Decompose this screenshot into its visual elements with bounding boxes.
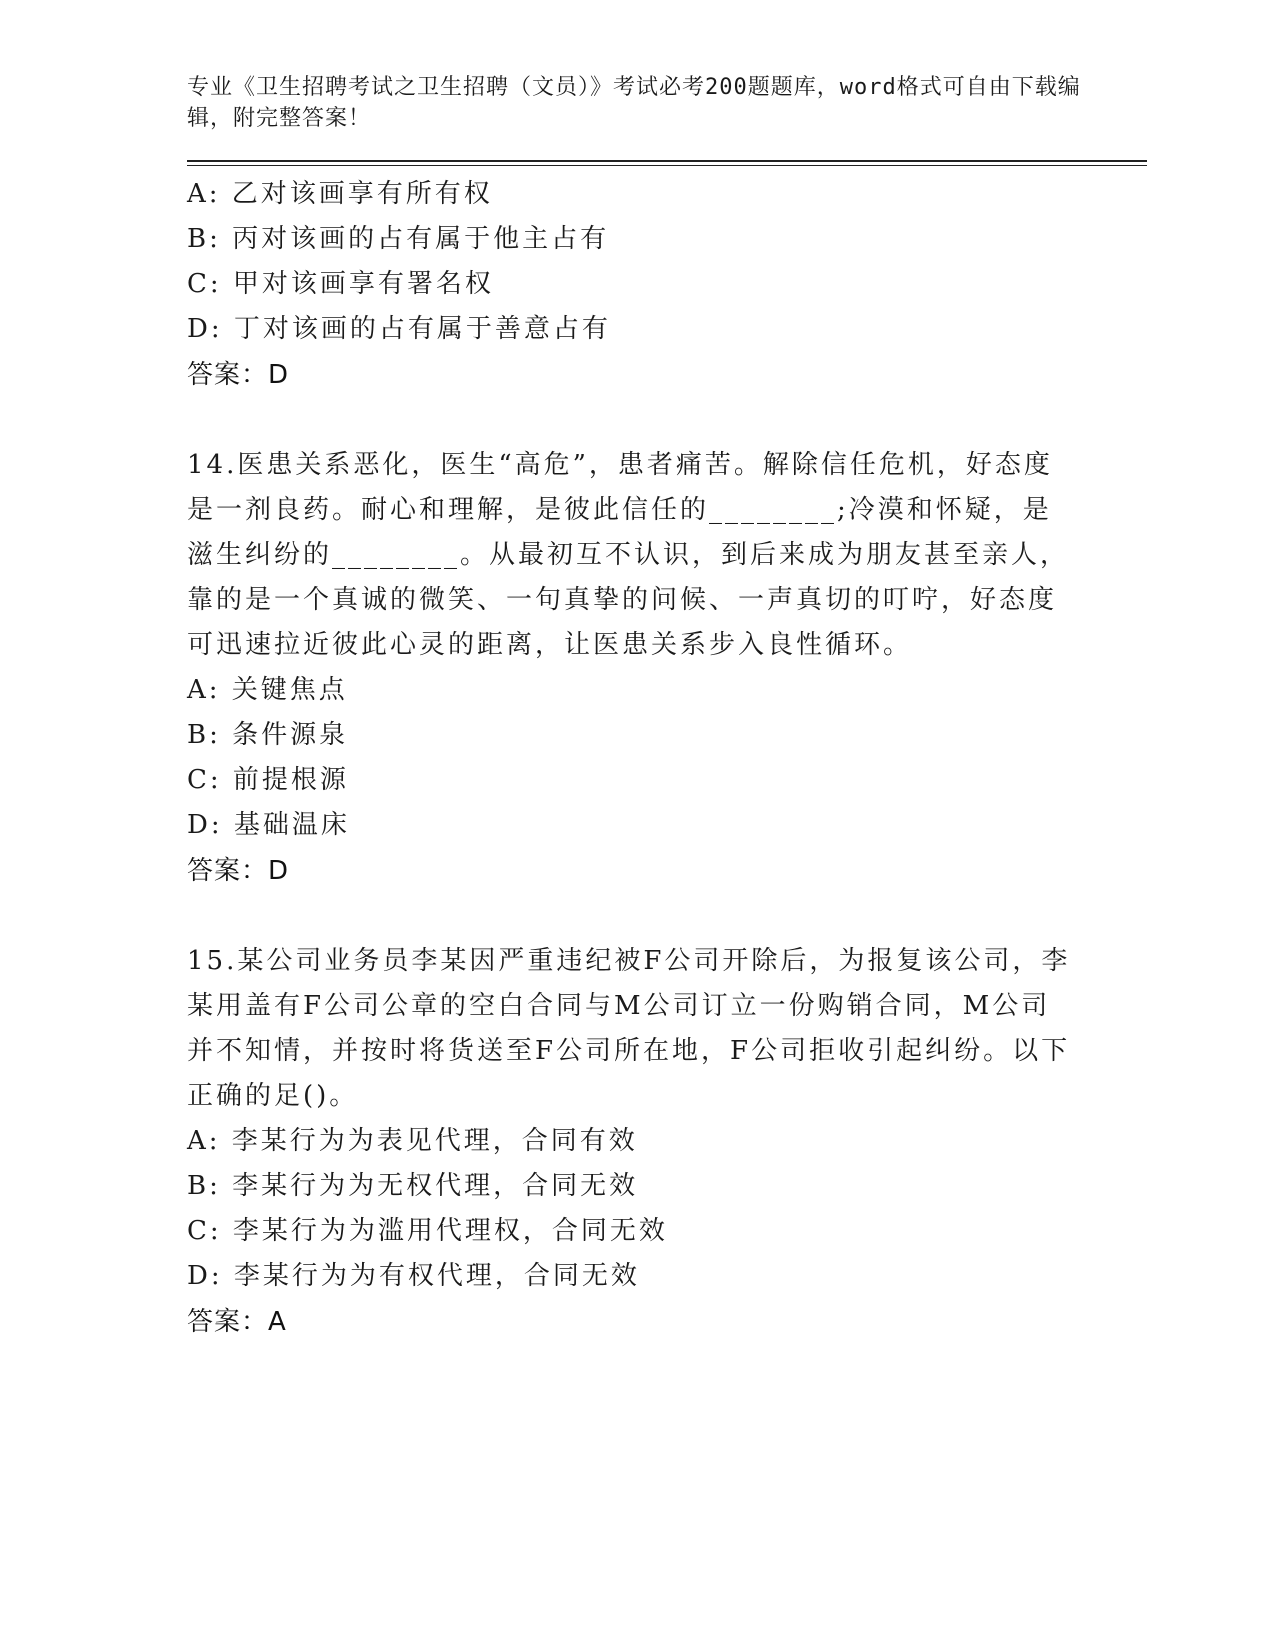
option-a: A: 乙对该画享有所有权 bbox=[187, 179, 493, 209]
document-page bbox=[187, 72, 1147, 1345]
option-d: D: 李某行为为有权代理，合同无效 bbox=[187, 1261, 640, 1291]
header-divider bbox=[187, 160, 1147, 166]
question-15 bbox=[187, 939, 1147, 1345]
question-14 bbox=[187, 443, 1147, 894]
option-b: B: 丙对该画的占有属于他主占有 bbox=[187, 224, 610, 254]
option-c: C: 李某行为为滥用代理权，合同无效 bbox=[187, 1216, 668, 1246]
option-d: D: 基础温床 bbox=[187, 810, 350, 840]
question-stem: 15.某公司业务员李某因严重违纪被F公司开除后，为报复该公司，李某用盖有F公司公章的空白合同与M公司订立一份购销合同，M公司并不知情，并按时将货送至F公司所在地，F公司拒收引起纠纷。以下正确的足()。 bbox=[187, 946, 1071, 1111]
option-c: C: 甲对该画享有署名权 bbox=[187, 269, 494, 299]
question-13 bbox=[187, 172, 1147, 398]
option-b: B: 李某行为为无权代理，合同无效 bbox=[187, 1171, 639, 1201]
option-b: B: 条件源泉 bbox=[187, 720, 349, 750]
option-c: C: 前提根源 bbox=[187, 765, 349, 795]
document-header: 专业《卫生招聘考试之卫生招聘（文员）》考试必考200题题库，word格式可自由下载编辑，附完整答案！ bbox=[187, 75, 1081, 131]
option-a: A: 李某行为为表见代理，合同有效 bbox=[187, 1126, 638, 1156]
answer-label: 答案：D bbox=[187, 856, 290, 886]
option-a: A: 关键焦点 bbox=[187, 675, 348, 705]
answer-label: 答案：D bbox=[187, 360, 290, 390]
answer-label: 答案：A bbox=[187, 1307, 287, 1337]
option-d: D: 丁对该画的占有属于善意占有 bbox=[187, 314, 611, 344]
question-stem: 14.医患关系恶化，医生“高危”，患者痛苦。解除信任危机，好态度是一剂良药。耐心和理解，是彼此信任的________;冷漠和怀疑，是滋生纠纷的________。从最初互不认识，到后来成为朋友甚至亲人，靠的是一个真诚的微笑、一句真挚的问候、一声真切的叮咛，好态度可迅速拉近彼此心灵的距离，让医患关系步入良性循环。 bbox=[187, 450, 1070, 660]
